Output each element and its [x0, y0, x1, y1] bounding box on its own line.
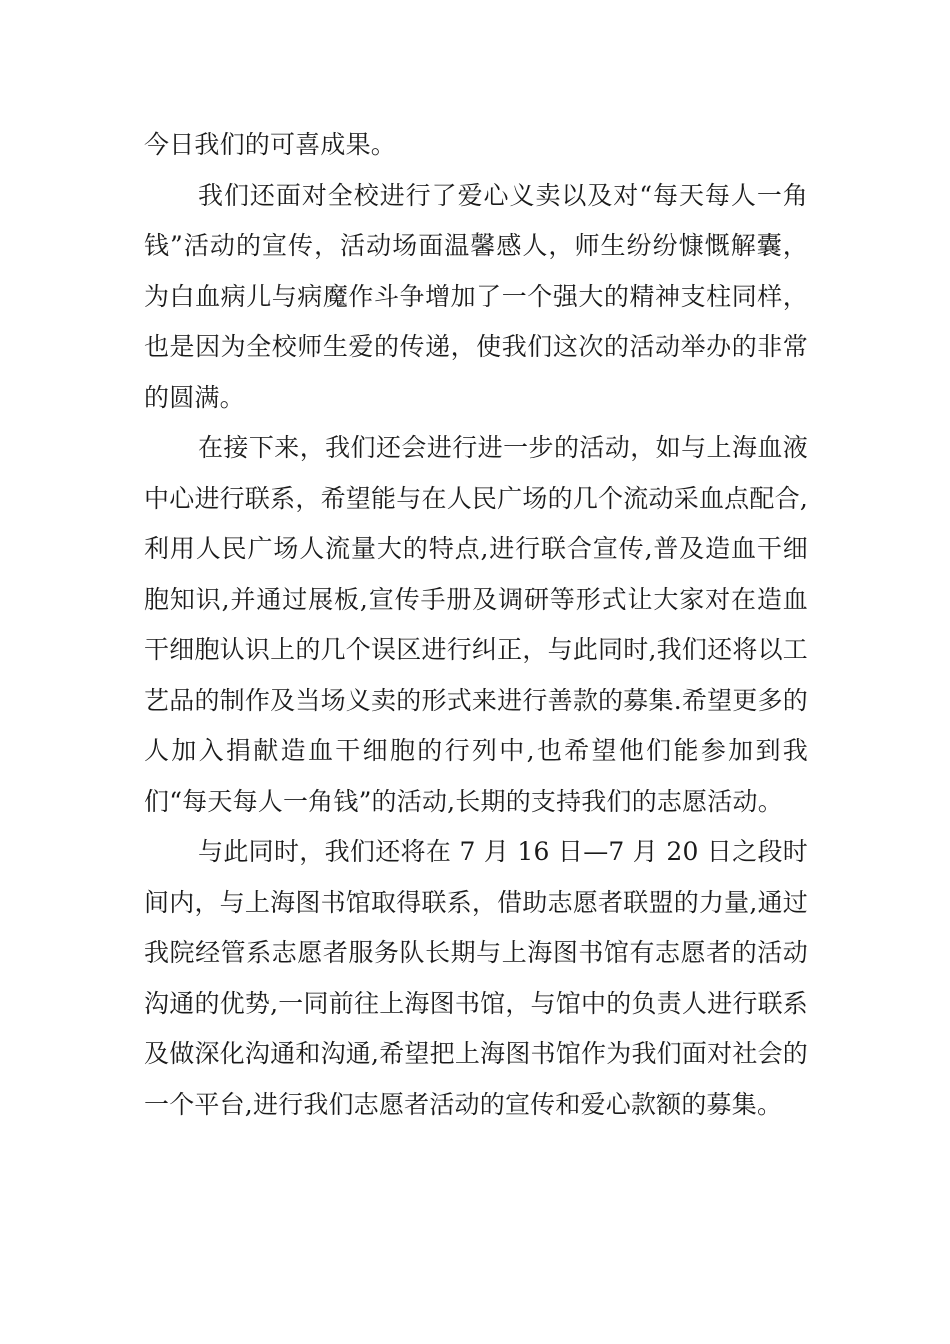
paragraph-next-activities: 在接下来，我们还会进行进一步的活动，如与上海血液中心进行联系，希望能与在人民广场的几个流动采血点配合,利用人民广场人流量大的特点,进行联合宣传,普及造血干细胞知识,并通过展板,宣传手册及调研等形式让大家对在造血干细胞认识上的几个误区进行纠正，与此同时,我们还将以工艺品的制作及当场义卖的形式来进行善款的募集.希望更多的人加入捐献造血干细胞的行列中,也希望他们能参加到我们“每天每人一角钱”的活动,长期的支持我们的志愿活动。	[144, 433, 808, 816]
paragraph-library-plan: 与此同时，我们还将在 7 月 16 日—7 月 20 日之段时间内，与上海图书馆取得联系，借助志愿者联盟的力量,通过我院经管系志愿者服务队长期与上海图书馆有志愿者的活动沟通的优势,一同前往上海图书馆，与馆中的负责人进行联系及做深化沟通和沟通,希望把上海图书馆作为我们面对社会的一个平台,进行我们志愿者活动的宣传和爱心款额的募集。	[144, 837, 808, 1119]
document-body	[144, 120, 808, 1130]
paragraph-charity-sale: 我们还面对全校进行了爱心义卖以及对“每天每人一角钱”活动的宣传，活动场面温馨感人，师生纷纷慷慨解囊，为白血病儿与病魔作斗争增加了一个强大的精神支柱同样，也是因为全校师生爱的传递，使我们这次的活动举办的非常的圆满。	[144, 180, 808, 412]
paragraph-continuation: 今日我们的可喜成果。	[144, 130, 397, 159]
